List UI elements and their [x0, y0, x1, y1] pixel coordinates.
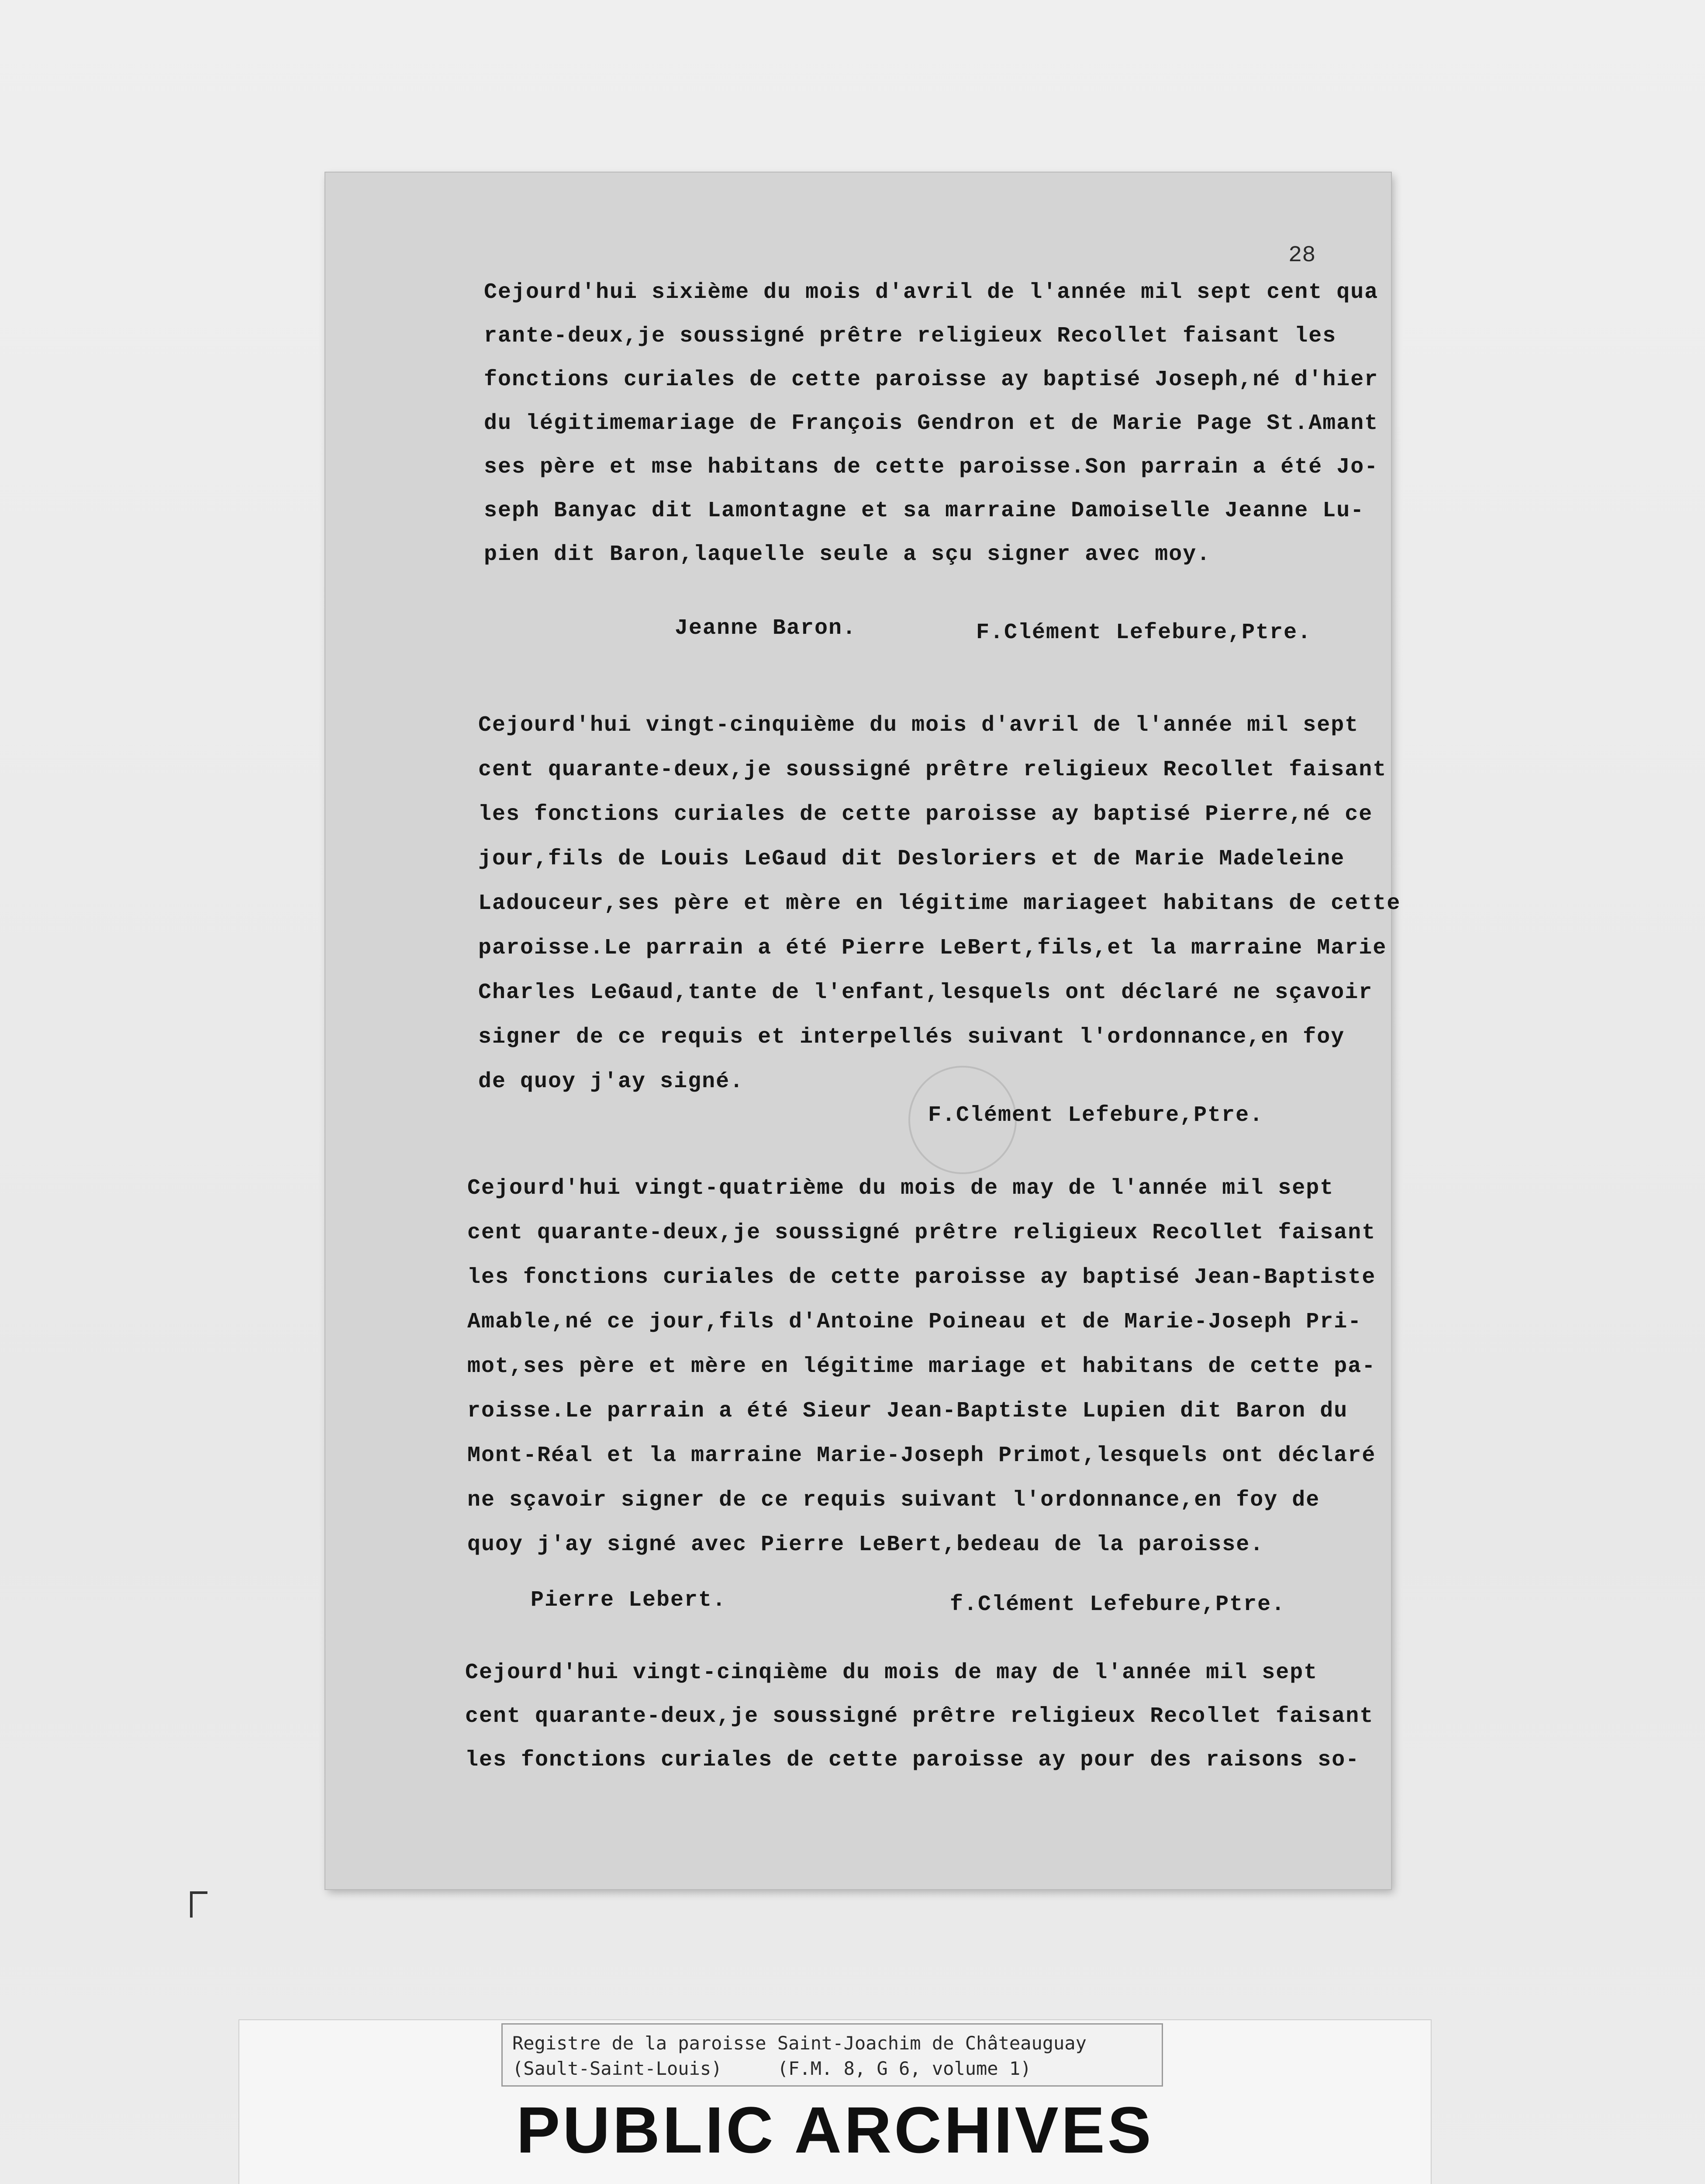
registration-mark: [190, 1891, 193, 1918]
signature-clement-lefebure: F.Clément Lefebure,Ptre.: [928, 1103, 1264, 1128]
entry-line: fonctions curiales de cette paroisse ay baptisé Joseph,né d'hier: [484, 367, 1379, 392]
signature-clement-lefebure: F.Clément Lefebure,Ptre.: [976, 620, 1312, 645]
entry-line: Charles LeGaud,tante de l'enfant,lesquels ont déclaré ne sçavoir: [478, 980, 1373, 1005]
baptism-entry-joseph: [484, 271, 1378, 577]
entry-line: ses père et mse habitans de cette paroisse.Son parrain a été Jo-: [484, 455, 1379, 480]
entry-line: Ladouceur,ses père et mère en légitime mariageet habitans de cette: [478, 891, 1401, 916]
entry-line: pien dit Baron,laquelle seule a sçu signer avec moy.: [484, 542, 1211, 567]
entry-line: Cejourd'hui sixième du mois d'avril de l'année mil sept cent qua: [484, 280, 1379, 305]
archive-stamp-english: PUBLIC ARCHIVES: [516, 2093, 1154, 2167]
entry-line: Cejourd'hui vingt-cinquième du mois d'avril de l'année mil sept: [478, 713, 1359, 738]
signature-pierre-lebert: Pierre Lebert.: [531, 1588, 727, 1613]
entry-line: de quoy j'ay signé.: [478, 1069, 744, 1094]
reference-label-line: (Sault-Saint-Louis) (F.M. 8, G 6, volume 1): [512, 2058, 1032, 2079]
baptism-entry-partial: [465, 1651, 1374, 1782]
registration-mark: [190, 1891, 207, 1894]
entry-line: cent quarante-deux,je soussigné prêtre religieux Recollet faisant: [467, 1220, 1376, 1245]
entry-line: Mont-Réal et la marraine Marie-Joseph Primot,lesquels ont déclaré: [467, 1443, 1376, 1468]
page-number: 28: [1288, 242, 1316, 268]
entry-line: paroisse.Le parrain a été Pierre LeBert,fils,et la marraine Marie: [478, 936, 1387, 961]
baptism-entry-jean-baptiste: [467, 1166, 1376, 1567]
entry-line: rante-deux,je soussigné prêtre religieux Recollet faisant les: [484, 324, 1337, 349]
entry-line: jour,fils de Louis LeGaud dit Desloriers et de Marie Madeleine: [478, 847, 1345, 871]
entry-line: roisse.Le parrain a été Sieur Jean-Baptiste Lupien dit Baron du: [467, 1399, 1348, 1424]
entry-line: Cejourd'hui vingt-cinqième du mois de may de l'année mil sept: [465, 1660, 1318, 1685]
baptism-entry-pierre: [478, 703, 1401, 1104]
entry-line: les fonctions curiales de cette paroisse ay pour des raisons so-: [465, 1748, 1360, 1773]
entry-line: les fonctions curiales de cette paroisse ay baptisé Pierre,né ce: [478, 802, 1373, 827]
entry-line: mot,ses père et mère en légitime mariage et habitans de cette pa-: [467, 1354, 1376, 1379]
entry-line: les fonctions curiales de cette paroisse ay baptisé Jean-Baptiste: [467, 1265, 1376, 1290]
entry-line: du légitimemariage de François Gendron et de Marie Page St.Amant: [484, 411, 1379, 436]
signature-jeanne-baron: Jeanne Baron.: [675, 616, 857, 641]
entry-line: cent quarante-deux,je soussigné prêtre religieux Recollet faisant: [478, 757, 1387, 782]
signature-clement-lefebure: f.Clément Lefebure,Ptre.: [950, 1592, 1286, 1617]
entry-line: ne sçavoir signer de ce requis suivant l'ordonnance,en foy de: [467, 1488, 1320, 1513]
reference-label: [501, 2023, 1163, 2087]
entry-line: seph Banyac dit Lamontagne et sa marraine Damoiselle Jeanne Lu-: [484, 498, 1365, 523]
reference-label-line: Registre de la paroisse Saint-Joachim de Châteauguay: [512, 2032, 1087, 2054]
entry-line: quoy j'ay signé avec Pierre LeBert,bedeau de la paroisse.: [467, 1532, 1264, 1557]
entry-line: Amable,né ce jour,fils d'Antoine Poineau et de Marie-Joseph Pri-: [467, 1310, 1362, 1334]
entry-line: cent quarante-deux,je soussigné prêtre religieux Recollet faisant: [465, 1704, 1374, 1729]
entry-line: Cejourd'hui vingt-quatrième du mois de may de l'année mil sept: [467, 1176, 1334, 1201]
entry-line: signer de ce requis et interpellés suivant l'ordonnance,en foy: [478, 1025, 1345, 1050]
